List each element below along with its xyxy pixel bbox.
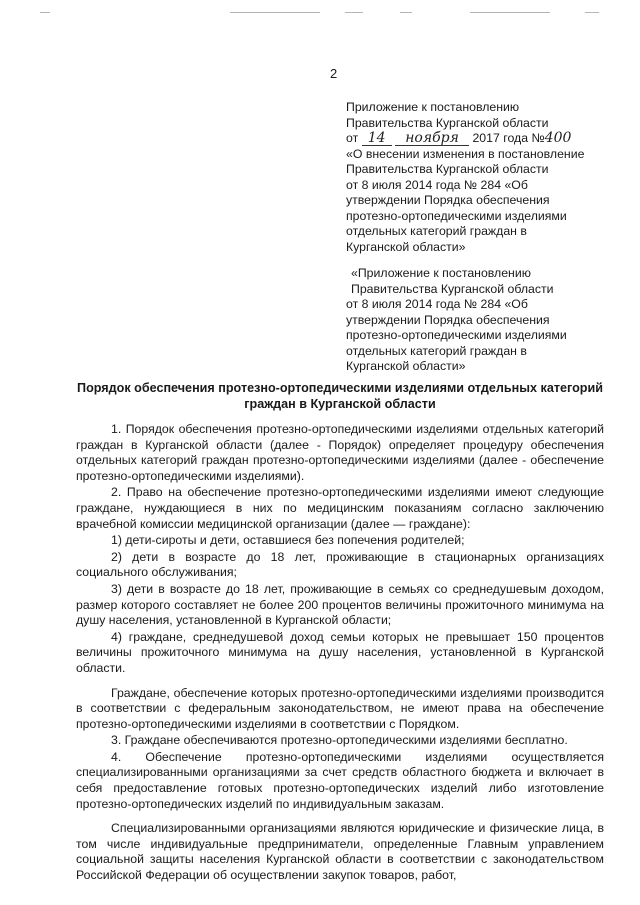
date-prefix: от [346, 131, 359, 145]
appendix-line: Приложение к постановлению [346, 100, 520, 114]
appendix-line: Курганской области» [346, 359, 466, 373]
appendix-line: протезно-ортопедическими изделиями [346, 328, 567, 342]
appendix-line: Правительства Курганской области [351, 281, 554, 296]
paragraph: 1. Порядок обеспечения протезно-ортопедическими изделиями отдельных категорий граждан в Курганской области (далее - Порядок) определяет процедуру обеспечения отдельных категорий граждан протезно-ортопедическими изделиями (далее - обеспечение протезно-ортопедическими изделиями). [76, 422, 604, 483]
paragraph: 3) дети в возрасте до 18 лет, проживающие в семьях со среднедушевым доходом, размер которого составляет не более 200 процентов величины прожиточного минимума на душу населения, установленной в Курганской области; [76, 581, 604, 628]
scan-edge-artifacts [0, 12, 640, 16]
appendix-line: Правительства Курганской области [346, 162, 549, 176]
document-body [76, 422, 604, 885]
paragraph: 4. Обеспечение протезно-ортопедическими изделиями осуществляется специализированными организациями за счет средств областного бюджета и включает в себя предоставление готовых протезно-ортопедических изделий либо изготовление протезно-ортопедических изделий по индивидуальным заказам. [76, 749, 604, 811]
appendix-line: отдельных категорий граждан в [346, 224, 527, 238]
appendix-line: от 8 июля 2014 года № 284 «Об [346, 297, 528, 311]
appendix-line: утверждении Порядка обеспечения [346, 193, 550, 207]
appendix-line: от 8 июля 2014 года № 284 «Об [346, 177, 528, 192]
appendix-line: Курганской области» [346, 239, 466, 254]
date-year: 2017 года № [472, 131, 545, 145]
paragraph: Специализированными организациями являются юридические и физические лица, в том числе индивидуальные предприниматели, определенные Главным управлением социальной защиты населения Курганской области в соответствии с законодательством Российской Федерации об осуществлении закупок товаров, работ, [76, 821, 604, 883]
appendix-line: «Приложение к постановлению [351, 266, 531, 280]
appendix-line: Правительства Курганской области [346, 115, 549, 130]
handwritten-day: 14 [362, 132, 392, 146]
page-number: 2 [330, 66, 338, 81]
handwritten-number: 400 [544, 130, 572, 146]
document-title: Порядок обеспечения протезно-ортопедическими изделиями отдельных категорий граждан в Курганской области [77, 381, 603, 411]
appendix-current-header [346, 100, 626, 255]
paragraph: 3. Граждане обеспечиваются протезно-ортопедическими изделиями бесплатно. [111, 733, 568, 748]
appendix-line: отдельных категорий граждан в [346, 343, 527, 358]
paragraph: 2. Право на обеспечение протезно-ортопедическими изделиями имеют следующие граждане, нуждающиеся в них по медицинским показаниям согласно заключению врачебной комиссии медицинской организации (далее — граждане): [76, 485, 604, 531]
appendix-original-header [346, 266, 626, 375]
appendix-date-line [346, 131, 626, 147]
paragraph: 1) дети-сироты и дети, оставшиеся без попечения родителей; [111, 533, 465, 548]
appendix-line: утверждении Порядка обеспечения [346, 312, 550, 327]
appendix-line: протезно-ортопедическими изделиями [346, 208, 567, 223]
appendix-line: «О внесении изменения в постановление [346, 146, 585, 161]
paragraph: 4) граждане, среднедушевой доход семьи которых не превышает 150 процентов величины прожиточного минимума на душу населения, установленной в Курганской области. [76, 629, 604, 675]
paragraph: Граждане, обеспечение которых протезно-ортопедическими изделиями производится в соответствии с федеральным законодательством, не имеют права на обеспечение протезно-ортопедическими изделиями в соответствии с Порядком. [76, 685, 604, 731]
handwritten-month: ноября [395, 132, 469, 146]
paragraph: 2) дети в возрасте до 18 лет, проживающие в стационарных организациях социального обслуживания; [76, 549, 604, 580]
